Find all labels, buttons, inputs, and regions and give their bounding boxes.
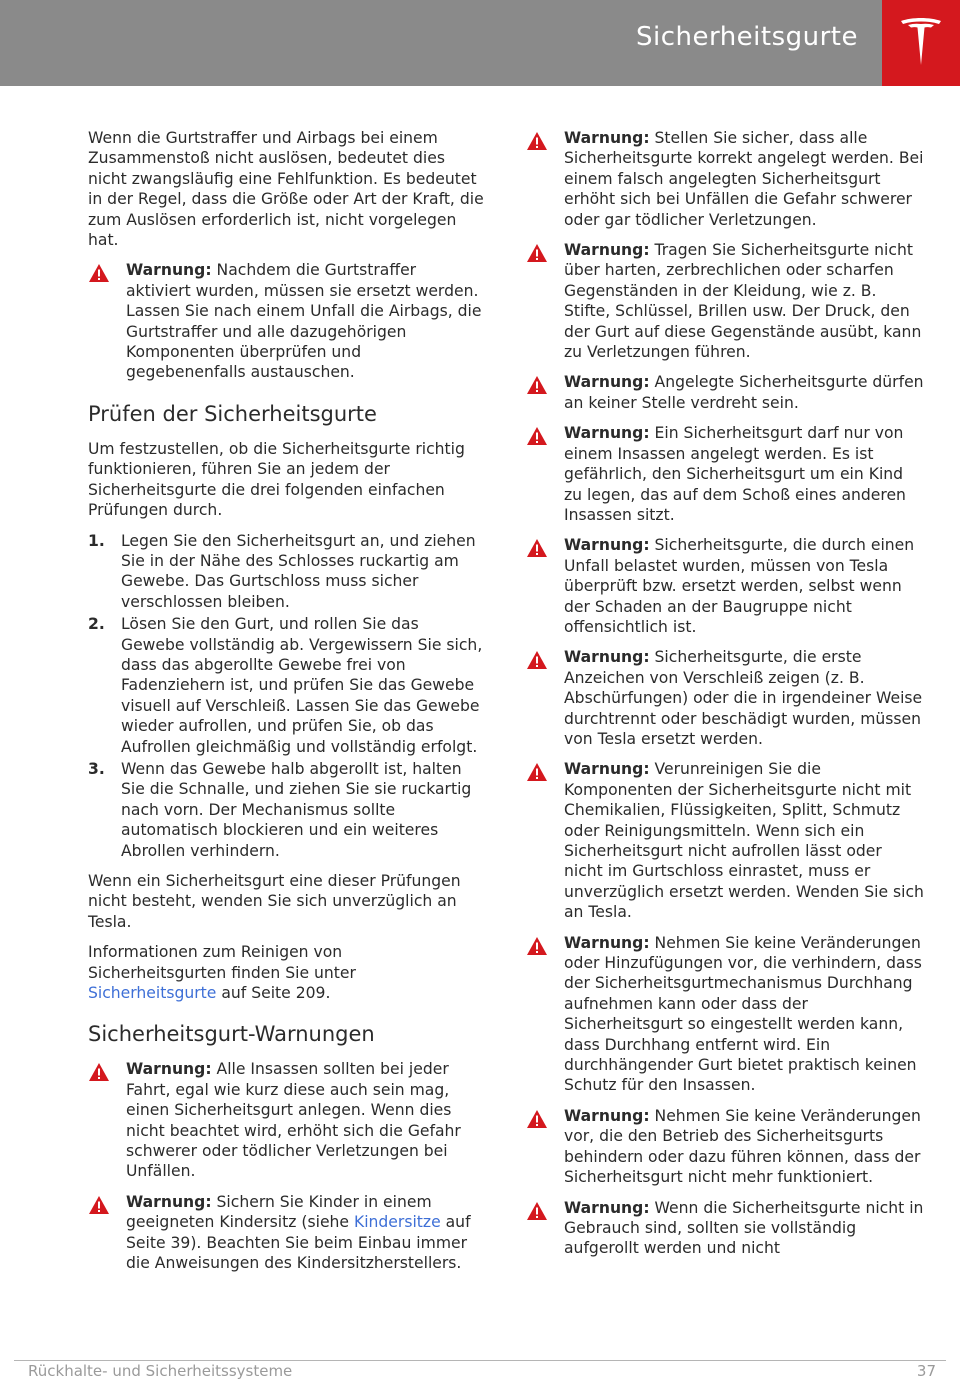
warning-text-pre: Sichern Sie Kinder in einem geeigneten Kindersitz (siehe — [126, 1192, 432, 1232]
fail-paragraph: Wenn ein Sicherheitsgurt eine dieser Prüfungen nicht besteht, wenden Sie sich unverzüglich an Tesla. — [88, 872, 461, 931]
warning-triangle-icon — [526, 650, 548, 670]
link-kindersitze[interactable]: Kindersitze — [353, 1213, 441, 1232]
warning-label: Warnung: — [126, 1192, 212, 1211]
right-column — [526, 128, 924, 1269]
warning-label: Warnung: — [564, 536, 650, 555]
warning-label: Warnung: — [564, 129, 650, 147]
warning-block — [88, 1059, 484, 1181]
warning-block — [526, 535, 924, 637]
left-column — [88, 128, 484, 1284]
warning-block — [526, 128, 924, 230]
link-sicherheitsgurte[interactable]: Sicherheitsgurte — [88, 984, 217, 1003]
warning-block — [526, 240, 924, 362]
list-item — [88, 614, 484, 757]
warning-block — [526, 759, 924, 922]
warning-block — [88, 1192, 484, 1274]
list-item — [88, 531, 484, 613]
footer-page-number: 37 — [916, 1362, 936, 1380]
page-title: Sicherheitsgurte — [635, 22, 858, 52]
warning-text: Sicherheitsgurte, die durch einen Unfall belastet wurden, müssen von Tesla überprüft bzw. ersetzt werden, selbst wenn der Schaden an der Baugruppe nicht offensichtlich ist. — [564, 536, 915, 636]
step-number: 3. — [88, 759, 105, 778]
step-number: 1. — [88, 531, 105, 550]
warning-label: Warnung: — [126, 261, 212, 280]
warning-text: Nehmen Sie keine Veränderungen vor, die den Betrieb des Sicherheitsgurts behindern oder dazu führen können, dass der Sicherheitsgurt nicht mehr funktioniert. — [564, 1106, 921, 1187]
warning-triangle-icon — [88, 263, 110, 283]
warning-triangle-icon — [526, 426, 548, 446]
warning-triangle-icon — [526, 538, 548, 558]
warning-text: Stellen Sie sicher, dass alle Sicherheitsgurte korrekt angelegt werden. Bei einem falsch angelegten Sicherheitsgurt erhöht sich bei Unfällen die Gefahr schwerer oder gar tödlicher Verletzungen. — [564, 129, 924, 229]
warning-text: Sicherheitsgurte, die erste Anzeichen von Verschleiß zeigen (z. B. Abschürfungen) oder die in irgendeiner Weise durchtrennt oder beschädigt wurden, müssen von Tesla ersetzt werden. — [564, 648, 923, 748]
warning-label: Warnung: — [564, 241, 650, 260]
warning-triangle-icon — [88, 1195, 110, 1215]
warning-triangle-icon — [526, 1109, 548, 1129]
check-intro-paragraph: Um festzustellen, ob die Sicherheitsgurte richtig funktionieren, führen Sie an jedem der Sicherheitsgurte die drei folgenden einfachen Prüfungen durch. — [88, 439, 465, 520]
warning-text: Nehmen Sie keine Veränderungen oder Hinzufügungen vor, die verhindern, dass der Sicherheitsgurtmechanismus Durchhang aufnehmen kann oder dass der Sicherheitsgurt so eingestellt werden kann, dass Durchhang entfernt wird. Ein durchhängender Gurt bietet praktisch keinen Schutz für den Insassen. — [564, 933, 922, 1095]
tesla-logo-icon — [900, 17, 942, 67]
warning-text: Alle Insassen sollten bei jeder Fahrt, egal wie kurz diese auch sein mag, einen Sicherheitsgurt anlegen. Wenn dies nicht beachtet wird, erhöht sich die Gefahr schwerer oder tödlicher Verletzungen bei Unfällen. — [126, 1060, 461, 1181]
warning-text: Verunreinigen Sie die Komponenten der Sicherheitsgurte nicht mit Chemikalien, Flüssigkeiten, Splitt, Schmutz oder Reinigungsmitteln. Wenn sich ein Sicherheitsgurt nicht aufrollen lässt oder nicht im Gurtschloss einrastet, muss er unverzüglich ersetzt werden. Wenden Sie sich an Tesla. — [564, 760, 924, 922]
warning-block — [526, 423, 924, 525]
footer-divider — [14, 1360, 946, 1361]
warning-triangle-icon — [526, 1201, 548, 1221]
check-steps-list — [88, 531, 484, 862]
warning-block — [526, 1198, 924, 1259]
warning-block — [526, 372, 924, 413]
warning-block — [88, 260, 484, 382]
warning-text: Tragen Sie Sicherheitsgurte nicht über harten, zerbrechlichen oder scharfen Gegenständen in der Kleidung, wie z. B. Stifte, Schlüssel, Brillen usw. Der Druck, den der Gurt auf diese Gegenstände ausübt, kann zu Verletzungen führen. — [564, 241, 922, 362]
warning-triangle-icon — [526, 375, 548, 395]
page-header — [0, 0, 960, 86]
footer-section-name: Rückhalte- und Sicherheitssysteme — [28, 1362, 293, 1380]
warning-block — [526, 647, 924, 749]
warning-label: Warnung: — [564, 373, 650, 392]
warning-text: Ein Sicherheitsgurt darf nur von einem Insassen angelegt werden. Es ist gefährlich, den Sicherheitsgurt um ein Kind zu legen, das auf dem Schoß eines anderen Insassen sitzt. — [564, 424, 906, 524]
step-number: 2. — [88, 615, 105, 634]
warning-label: Warnung: — [564, 648, 650, 667]
warning-block — [526, 1106, 924, 1188]
warning-label: Warnung: — [126, 1060, 212, 1079]
warning-triangle-icon — [526, 762, 548, 782]
section-heading-check: Prüfen der Sicherheitsgurte — [88, 401, 377, 426]
warning-label: Warnung: — [564, 424, 650, 443]
section-heading-warnings: Sicherheitsgurt-Warnungen — [88, 1022, 375, 1047]
list-item — [88, 759, 484, 861]
warning-triangle-icon — [526, 243, 548, 263]
tesla-logo — [882, 0, 960, 86]
step-text: Lösen Sie den Gurt, und rollen Sie das Gewebe vollständig ab. Vergewissern Sie sich, dass das abgerollte Gewebe frei von Fadenziehern ist, und prüfen Sie das Gewebe visuell auf Verschleiß. Lassen Sie das Gewebe wieder aufrollen, und prüfen Sie, ob das Aufrollen gleichmäßig und vollständig erfolgt. — [121, 615, 483, 756]
step-text: Legen Sie den Sicherheitsgurt an, und ziehen Sie in der Nähe des Schlosses ruckartig am Gewebe. Das Gurtschloss muss sicher verschlossen bleiben. — [121, 531, 476, 611]
step-text: Wenn das Gewebe halb abgerollt ist, halten Sie die Schnalle, und ziehen Sie sie ruckartig nach vorn. Der Mechanismus sollte automatisch blockieren und ein weiteres Abrollen verhindern. — [121, 759, 472, 860]
cleaning-paragraph — [88, 942, 484, 1003]
warning-text: Angelegte Sicherheitsgurte dürfen an keiner Stelle verdreht sein. — [564, 373, 924, 412]
warning-label: Warnung: — [564, 1198, 650, 1217]
warning-text: Wenn die Sicherheitsgurte nicht in Gebrauch sind, sollten sie vollständig aufgerollt werden und nicht — [564, 1198, 924, 1258]
cleaning-text-pre: Informationen zum Reinigen von Sicherheitsgurten finden Sie unter — [88, 943, 356, 982]
warning-triangle-icon — [526, 936, 548, 956]
warning-triangle-icon — [88, 1062, 110, 1082]
warning-label: Warnung: — [564, 760, 650, 779]
warning-text-post: auf Seite 39). Beachten Sie beim Einbau immer die Anweisungen des Kindersitzherstellers. — [126, 1213, 471, 1273]
warning-label: Warnung: — [564, 1106, 650, 1125]
warning-triangle-icon — [526, 131, 548, 151]
warning-block — [526, 933, 924, 1096]
intro-paragraph: Wenn die Gurtstraffer und Airbags bei einem Zusammenstoß nicht auslösen, bedeutet dies nicht zwangsläufig eine Fehlfunktion. Es bedeutet in der Regel, dass die Größe oder Art der Kraft, die zum Auslösen erforderlich ist, nicht vorgelegen hat. — [88, 129, 484, 250]
warning-text: Nachdem die Gurtstraffer aktiviert wurden, müssen sie ersetzt werden. Lassen Sie nach einem Unfall die Airbags, die Gurtstraffer und alle dazugehörigen Komponenten überprüfen und gegebenenfalls austauschen. — [126, 261, 482, 382]
warning-label: Warnung: — [564, 933, 650, 952]
cleaning-text-post: auf Seite 209. — [216, 984, 331, 1003]
